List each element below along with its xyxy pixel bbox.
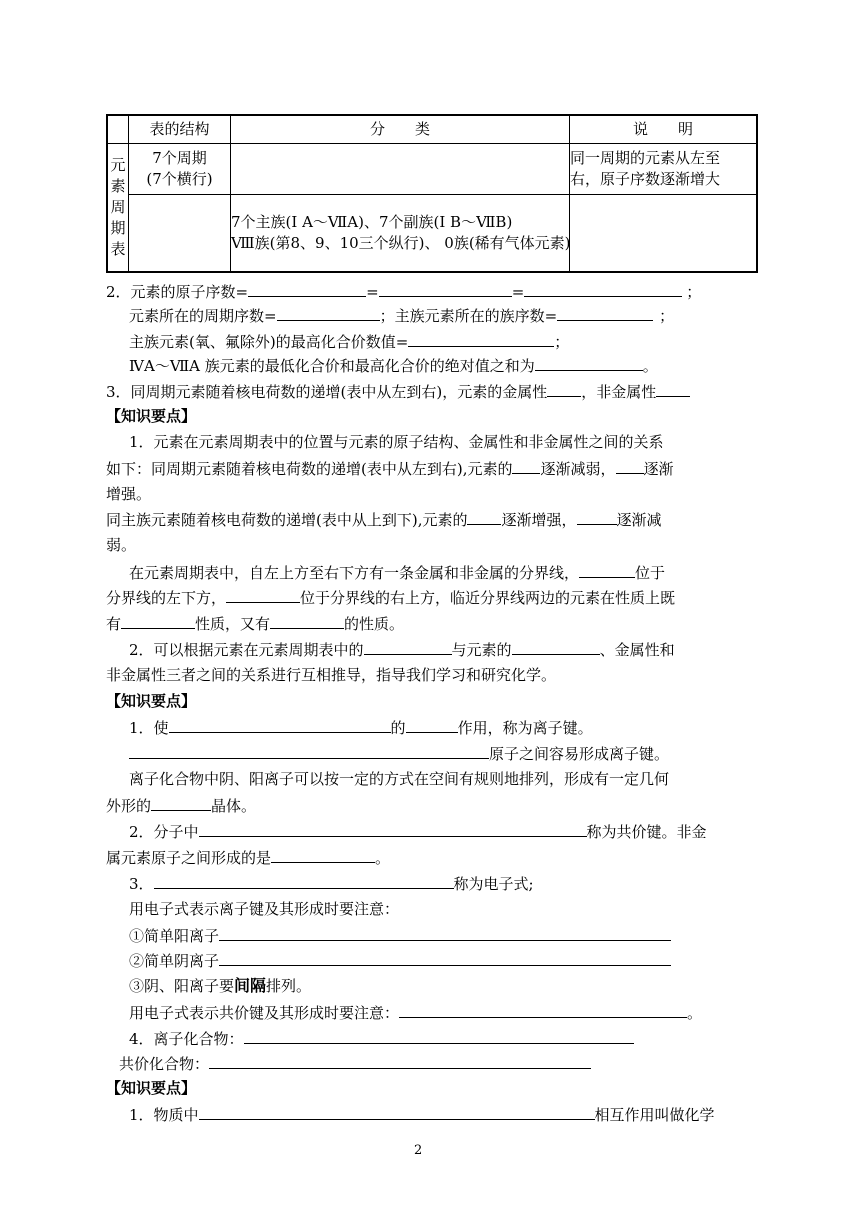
kp1-line2: 如下：同周期元素随着核电荷数的递增(表中从左到右),元素的 逐渐减弱， 逐渐: [106, 460, 674, 478]
covalent-line2: 属元素原子之间形成的是 。: [106, 849, 391, 867]
kp1-line3: 增强。: [106, 485, 152, 503]
side-label: 元 素 周 期 表: [107, 144, 129, 273]
header-structure: 表的结构: [129, 115, 231, 144]
periods-note-cell: 同一周期的元素从左至 右，原子序数逐渐增大: [570, 144, 758, 195]
kp1-line8: 有 性质，又有 的性质。: [106, 615, 405, 633]
section-heading-3: 【知识要点】: [106, 1079, 197, 1097]
covalent-line1: 2．分子中 称为共价键。非金: [129, 823, 707, 841]
line-period-trend: 3．同周期元素随着核电荷数的递增(表中从左到右)，元素的金属性 ，非金属性: [106, 381, 690, 402]
ionic-line4: 外形的 晶体。: [106, 797, 257, 815]
kp1-line6: 在元素周期表中，自左上方至右下方有一条金属和非金属的分界线， 位于: [129, 564, 666, 582]
kp1-line7: 分界线的左下方， 位于分界线的右上方，临近分界线两边的元素在性质上既: [106, 589, 676, 607]
groups-note-cell: [570, 195, 758, 273]
section-heading-2: 【知识要点】: [106, 692, 197, 710]
kp2-line2: 非金属性三者之间的关系进行互相推导，指导我们学习和研究化学。: [106, 666, 557, 684]
ion-arrangement-line: ③阴、阳离子要间隔排列。: [129, 976, 312, 995]
periods-cell: 7个周期 (7个横行): [129, 144, 231, 195]
covalent-formula-line: 用电子式表示共价键及其形成时要注意： 。: [129, 1004, 703, 1022]
ionic-line3: 离子化合物中阴、阳离子可以按一定的方式在空间有规则地排列，形成有一定几何: [129, 770, 670, 788]
covalent-compound-line: 共价化合物：: [119, 1053, 591, 1074]
periods-classification-cell: [231, 144, 570, 195]
periodic-table-structure: [106, 114, 758, 273]
groups-structure-cell: [129, 195, 231, 273]
line-period-group-number: 元素所在的周期序数= ；主族元素所在的族序数= ；: [129, 307, 675, 325]
line-highest-valence: 主族元素(氧、氟除外)的最高化合价数值= ；: [129, 333, 570, 351]
page-number: 2: [414, 1143, 423, 1158]
electron-formula-line2: 用电子式表示离子键及其形成时要注意：: [129, 900, 400, 918]
header-classification: 分 类: [231, 115, 570, 144]
line-valence-sum: ⅣA～ⅦA 族元素的最低化合价和最高化合价的绝对值之和为 。: [129, 357, 658, 375]
kp1-line1: 1．元素在元素周期表中的位置与元素的原子结构、金属性和非金属性之间的关系: [129, 433, 664, 451]
section-heading-1: 【知识要点】: [106, 407, 197, 425]
kp1-line4: 同主族元素随着核电荷数的递增(表中从上到下),元素的 逐渐增强， 逐渐减: [106, 511, 662, 529]
ionic-line2: 原子之间容易形成离子键。: [129, 743, 669, 764]
simple-anion-line: ②简单阴离子: [129, 950, 671, 971]
groups-classification-cell: 7个主族(Ⅰ A～ⅦA)、7个副族(Ⅰ B～ⅦB) Ⅷ族(第8、9、10三个纵行)、 0族(稀有气体元素): [231, 195, 570, 273]
header-note: 说 明: [570, 115, 758, 144]
electron-formula-line1: 3． 称为电子式;: [129, 875, 534, 893]
line-atomic-number: 2．元素的原子序数= = = ；: [106, 283, 702, 301]
ionic-compound-line: 4．离子化合物：: [129, 1028, 634, 1049]
chemical-bond-line: 1．物质中 相互作用叫做化学: [129, 1106, 715, 1124]
kp1-line5: 弱。: [106, 536, 137, 554]
table-corner-cell: [107, 115, 129, 144]
kp2-line1: 2．可以根据元素在元素周期表中的 与元素的 、金属性和: [129, 641, 675, 659]
ionic-line1: 1．使 的 作用，称为离子键。: [129, 719, 593, 737]
simple-cation-line: ①简单阳离子: [129, 925, 671, 946]
